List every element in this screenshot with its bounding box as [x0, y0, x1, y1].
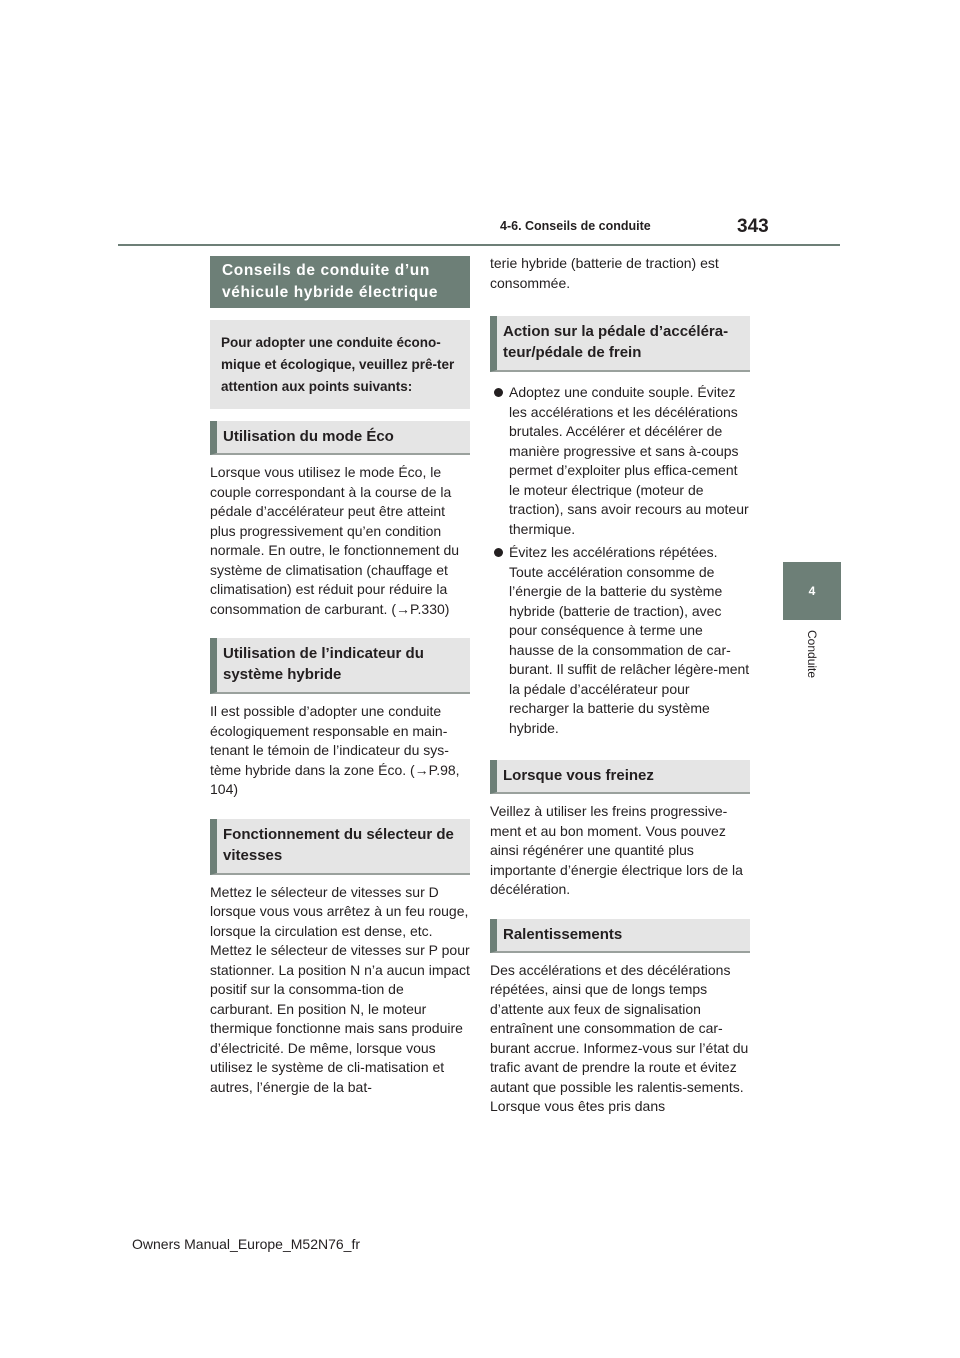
section-title: 4-6. Conseils de conduite	[500, 219, 651, 233]
heading-accel-pedal: Action sur la pédale d’accéléra-teur/pédale de frein	[490, 316, 750, 372]
text-shift-lever: Mettez le sélecteur de vitesses sur D lorsque vous vous arrêtez à un feu rouge, lorsque la circulation est dense, etc. Mettez le sélecteur de vitesses sur P pour stationner. La position N n’a aucun impact positif sur la consomma-tion de carburant. En position N, le moteur thermique fonctionne mais sans produire d’électricité. De même, lorsque vous utilisez le système de cli-matisation et autres, l’énergie de la bat-	[210, 883, 470, 1095]
text-slowdowns: Des accélérations et des décélérations répétées, ainsi que de longs temps d’attente aux feux de signalisation entraînent une consommation de car-burant accrue. Informez-vous sur l’état du trafic avant de prendre la route et évitez autant que possible les ralentis-sements. Lorsque vous êtes pris dans	[490, 961, 749, 1114]
heading-eco-mode: Utilisation du mode Éco	[210, 421, 470, 455]
bullet-icon	[494, 548, 503, 557]
chapter-tab: 4	[783, 562, 841, 620]
text-hybrid-indicator: Il est possible d’adopter une conduite écologiquement responsable en main-tenant le témoin de l’indicateur du sys-tème hybride dans la zone Éco. (→P.98, 104)	[210, 703, 460, 797]
heading-hybrid-indicator: Utilisation de l’indicateur du système hybride	[210, 638, 470, 694]
heading-braking: Lorsque vous freinez	[490, 760, 750, 794]
text-braking: Veillez à utiliser les freins progressive-ment et au bon moment. Vous pouvez ainsi régénérer une quantité plus importante d’énergie électrique lors de la décélération.	[490, 803, 743, 897]
right-column	[490, 254, 750, 1117]
main-title: Conseils de conduite d’un véhicule hybride électrique	[210, 256, 470, 308]
accel-bullet-list	[490, 383, 750, 738]
left-column	[210, 256, 470, 1097]
list-item	[490, 543, 750, 738]
chapter-label: Conduite	[805, 630, 819, 679]
bullet-text: Adoptez une conduite souple. Évitez les accélérations et les décélérations brutales. Accélérer et décélérer de manière progressive et sans à-coups permet d’exploiter plus effica-cement le moteur électrique (moteur de traction), sans avoir recours au moteur thermique.	[509, 384, 749, 537]
list-item	[490, 383, 750, 539]
bullet-text: Évitez les accélérations répétées. Toute accélération consomme de l’énergie de la batterie du système hybride (batterie de traction), avec pour conséquence à terme une hausse de la consommation de car-burant. Il suffit de relâcher légère-ment la pédale d’accélérateur pour recharger la batterie du système hybride.	[509, 544, 750, 736]
header-rule	[118, 244, 840, 246]
text-continuation: terie hybride (batterie de traction) est consommée.	[490, 255, 719, 291]
intro-box: Pour adopter une conduite écono-mique et écologique, veuillez prê-ter attention aux points suivants:	[210, 320, 470, 409]
footer-text: Owners Manual_Europe_M52N76_fr	[132, 1236, 361, 1252]
heading-slowdowns: Ralentissements	[490, 919, 750, 953]
page-number: 343	[737, 216, 769, 237]
heading-shift-lever: Fonctionnement du sélecteur de vitesses	[210, 819, 470, 875]
bullet-icon	[494, 388, 503, 397]
text-eco-mode: Lorsque vous utilisez le mode Éco, le couple correspondant à la course de la pédale d’accélérateur peut être atteint plus progressivement qu’en condition normale. En outre, le fonctionnement du système de climatisation (chauffage et climatisation) est réduit pour réduire la consommation de carburant. (→P.330)	[210, 464, 460, 617]
